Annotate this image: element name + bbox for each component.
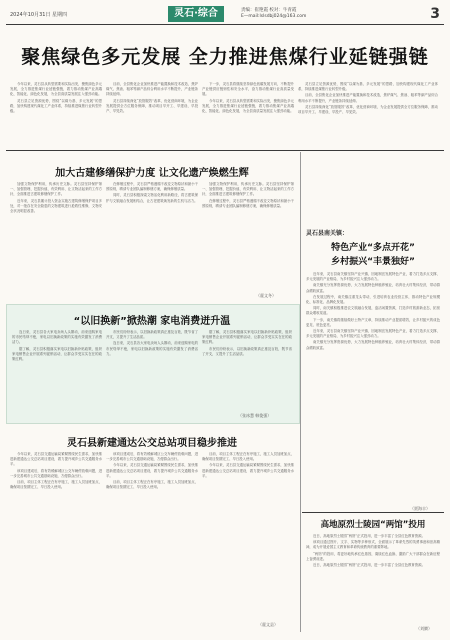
header-rule: [6, 24, 444, 25]
paragraph: 在修缮过程中，灵石县严格遵循不改变文物原状和最小干预原则，聘请专业团队编制修缮方案，确保修缮质量。: [106, 182, 198, 192]
paragraph: 灵石县持续深化“放管服效”改革，优化营商环境，为企业发展提供全方位服务保障，推动项目早开工、早建设、早投产、早见效。: [106, 98, 198, 114]
story2-column-1: [12, 330, 102, 414]
right-story-body: [306, 272, 440, 504]
story3-title: 灵石县新建通达公交总站项目稳步推进: [67, 438, 237, 449]
paragraph: 灵石县持续深化“放管服效”改革，优化营商环境，为企业发展提供全方位服务保障，推动项目早开工、早建设、早投产、早见效。: [298, 104, 438, 115]
column-separator: [300, 152, 301, 632]
paragraph: 该项目建成后，将有效缓解城区公交车辆停放难问题，进一步完善城市公共交通基础设施，方便群众出行。: [10, 468, 102, 478]
paragraph: 市民们纷纷表示，以旧换新政策真正惠及百姓，既节省了开支，又提升了生活品质。: [202, 346, 292, 356]
paragraph: “两馆”的投用，将更好地传承红色基因，赓续红色血脉，激励广大干部群众在新征程上奋勇前进。: [306, 551, 440, 561]
paragraph: 近年来，灵石县南关镇坚持产业兴镇，因地制宜发展特色产业，着力打造多点支撑、多元发展的产业格局，为乡村振兴注入强劲动力。: [306, 329, 440, 339]
paragraph: 南关镇充分发挥资源优势，大力发展特色种植养殖业，培育壮大村集体经济，带动群众增收致富。: [306, 283, 440, 293]
paragraph: 今年以来，灵石县从转型需要和实际出发，聚焦绿色多元发展，全力推进焦煤行业延链强链，着力推动焦煤产业高端化、智能化、绿色化发展，为全县高质量发展注入强劲动能。: [10, 82, 102, 97]
paragraph: 灵石县立足资源优势，围绕“以煤为基、多元发展”的思路，加快构建现代煤化工产业体系，持续推进煤焦行业转型升级。: [298, 82, 438, 92]
paragraph: 下一步，灵石县将继续坚持绿色低碳发展方向，不断提升产业链供应链韧性和安全水平，奋力推动焦煤行业高质量发展。: [202, 82, 294, 97]
paragraph: 连日来，灵石县各大家电卖场人头攒动，前来选购家电的市民络绎不绝，家电以旧换新政策的实施有效激发了消费活力。: [106, 341, 198, 356]
paragraph: 今年以来，灵石县交通运输局紧紧围绕民生需求，加快推进新建通达公交总站项目建设，着力提升城乡公共交通服务水平。: [202, 463, 294, 478]
paragraph: 同时，灵石县积极探索文物活化利用新路径，将古建筑保护与文旅融合发展相结合，让古老建筑焕发新的生机与活力。: [106, 193, 198, 203]
paragraph: 今年以来，灵石县交通运输局紧紧围绕民生需求，加快推进新建通达公交总站项目建设，着力提升城乡公共交通服务水平。: [10, 452, 102, 467]
paragraph: 下一步，南关镇将继续做好土特产文章，持续推动产业提质增效，让乡村振兴的成色更足、底色更亮。: [306, 317, 440, 327]
paragraph: 目前，项目主体工程正在有序施工，施工人员加班加点，确保项目按期完工、早日投入使用。: [202, 452, 294, 462]
lead-column-1: [10, 82, 102, 146]
editor-info: [241, 8, 306, 19]
page-number: 3: [430, 6, 440, 22]
main-headline: 聚焦绿色多元发展 全力推进焦煤行业延链强链: [21, 46, 429, 68]
paragraph: 今年以来，灵石县交通运输局紧紧围绕民生需求，加快推进新建通达公交总站项目建设，着力提升城乡公共交通服务水平。: [106, 463, 198, 478]
paragraph: 据了解，灵石县积极落实家电以旧换新补贴政策，组织家电销售企业开展系列促销活动，让群众享受实实在在的政策红利。: [202, 330, 292, 345]
story1-column-1: [10, 182, 102, 290]
paragraph: 该项目通过图片、文字、实物等多种形式，全面展示了革命先烈的英勇事迹和崇高精神，成为开展爱国主义教育和革命传统教育的重要阵地。: [306, 540, 440, 550]
email-line: E—mail:lslsdbj024@163.com: [241, 13, 307, 19]
paragraph: 加强文物保护利用，传承历史文脉。灵石县坚持保护第一、加强管理、挖掘价值、有效利用、让文物活起来的工作方针，全面推进古建筑修缮保护工作。: [10, 182, 102, 197]
paragraph: 目前，项目主体工程正在有序施工，施工人员加班加点，确保项目按期完工、早日投入使用。: [10, 480, 102, 490]
paragraph: 今年以来，灵石县从转型需要和实际出发，聚焦绿色多元发展，全力推进焦煤行业延链强链，着力推动焦煤产业高端化、智能化、绿色化发展，为全县高质量发展注入强劲动能。: [202, 98, 294, 114]
section-title: 灵石·综合: [168, 6, 224, 22]
paragraph: 南关镇充分发挥资源优势，大力发展特色种植养殖业，培育壮大村集体经济，带动群众增收致富。: [306, 340, 440, 350]
paragraph: 同时，南关镇积极推进农文旅融合发展，盘活闲置资源，打造乡村旅游新业态，拓宽群众增收渠道。: [306, 306, 440, 316]
paragraph: 连日来，灵石县各大家电卖场人头攒动，前来选购家电的市民络绎不绝，家电以旧换新政策的实施有效激发了消费活力。: [12, 330, 102, 345]
lead-column-4: [298, 82, 438, 146]
paragraph: 近日，高地原烈士陵园“两馆”正式投用，进一步丰富了全县红色教育资源。: [313, 563, 425, 568]
story3-column-3: [202, 452, 294, 622]
right-story-author: （贾海丰）: [410, 506, 430, 511]
paragraph: 市民们纷纷表示，以旧换新政策真正惠及百姓，既节省了开支，又提升了生活品质。: [106, 330, 198, 340]
paragraph: 目前，全县焦化企业加快推进产能置换和技术改造，焦炉煤气、焦油、粗苯等副产品综合利用水平不断提升，产业链条持续延伸。: [298, 93, 438, 103]
story3-author: （霍文县）: [258, 622, 278, 627]
story2-title: “以旧换新”掀热潮 家电消费迸升温: [73, 316, 231, 327]
story1-author: （霍文冬）: [256, 293, 276, 298]
paragraph: 加强文物保护利用，传承历史文脉。灵石县坚持保护第一、加强管理、挖掘价值、有效利用、让文物活起来的工作方针，全面推进古建筑修缮保护工作。: [202, 182, 294, 197]
right2-body: [306, 534, 440, 626]
paragraph: 目前，项目主体工程正在有序施工，施工人员加班加点，确保项目按期完工、早日投入使用。: [106, 480, 198, 490]
story1-column-2: [106, 182, 198, 290]
paragraph: 在修缮过程中，灵石县严格遵循不改变文物原状和最小干预原则，聘请专业团队编制修缮方案，确保修缮质量。: [202, 198, 294, 208]
lead-column-2: [106, 82, 198, 146]
editor-line: 责编：崔艳霞 校对：牛青霞: [241, 8, 297, 13]
story2-column-2: [106, 330, 198, 414]
right2-title: 高地原烈士陵园“两馆”投用: [320, 520, 426, 530]
lead-column-3: [202, 82, 294, 146]
story3-column-1: [10, 452, 102, 628]
paragraph: 灵石县立足资源优势，围绕“以煤为基、多元发展”的思路，加快构建现代煤化工产业体系，持续推进煤焦行业转型升级。: [10, 98, 102, 114]
paragraph: 该项目建成后，将有效缓解城区公交车辆停放难问题，进一步完善城市公共交通基础设施，方便群众出行。: [106, 452, 198, 462]
paragraph: 近日，高地原烈士陵园“两馆”正式投用，进一步丰富了全县红色教育资源。: [313, 534, 425, 538]
paragraph: 目前，全县焦化企业加快推进产能置换和技术改造，焦炉煤气、焦油、粗苯等副产品综合利用水平不断提升，产业链条持续延伸。: [106, 82, 198, 97]
page-header: [6, 6, 444, 22]
paragraph: 近年来，灵石县累计投入资金实施古建筑修缮保护项目多处，对一批存在安全隐患的文物建筑进行抢救性维修，文物安全状况明显改善。: [10, 198, 102, 214]
story1-column-3: [202, 182, 294, 290]
story2-author: （张冰慧 韩俊强）: [238, 413, 272, 418]
section-rule: [6, 150, 444, 151]
paragraph: 在发展过程中，南关镇注重龙头带动，引进培育农业经营主体，推动特色产业规模化、标准化、品牌化发展。: [306, 294, 440, 305]
right-story-title-2: 乡村振兴“丰景独好”: [331, 257, 415, 267]
story2-column-3: [202, 330, 292, 410]
right2-author: （刘腾）: [416, 626, 432, 631]
story1-title: 加大古建修缮保护力度 让文化遗产焕燃生辉: [55, 168, 249, 179]
newspaper-page: [6, 6, 444, 634]
right-story-label: 灵石县南关镇：: [306, 230, 349, 237]
paragraph: 近年来，灵石县南关镇坚持产业兴镇，因地制宜发展特色产业，着力打造多点支撑、多元发展的产业格局，为乡村振兴注入强劲动力。: [306, 272, 440, 282]
paragraph: 据了解，灵石县积极落实家电以旧换新补贴政策，组织家电销售企业开展系列促销活动，让群众享受实实在在的政策红利。: [12, 346, 102, 362]
issue-date: 2024年10月31日 星期四: [10, 12, 68, 18]
right-story-title-1: 特色产业“多点开花”: [331, 243, 415, 253]
right-rule: [302, 512, 444, 513]
story3-column-2: [106, 452, 198, 628]
